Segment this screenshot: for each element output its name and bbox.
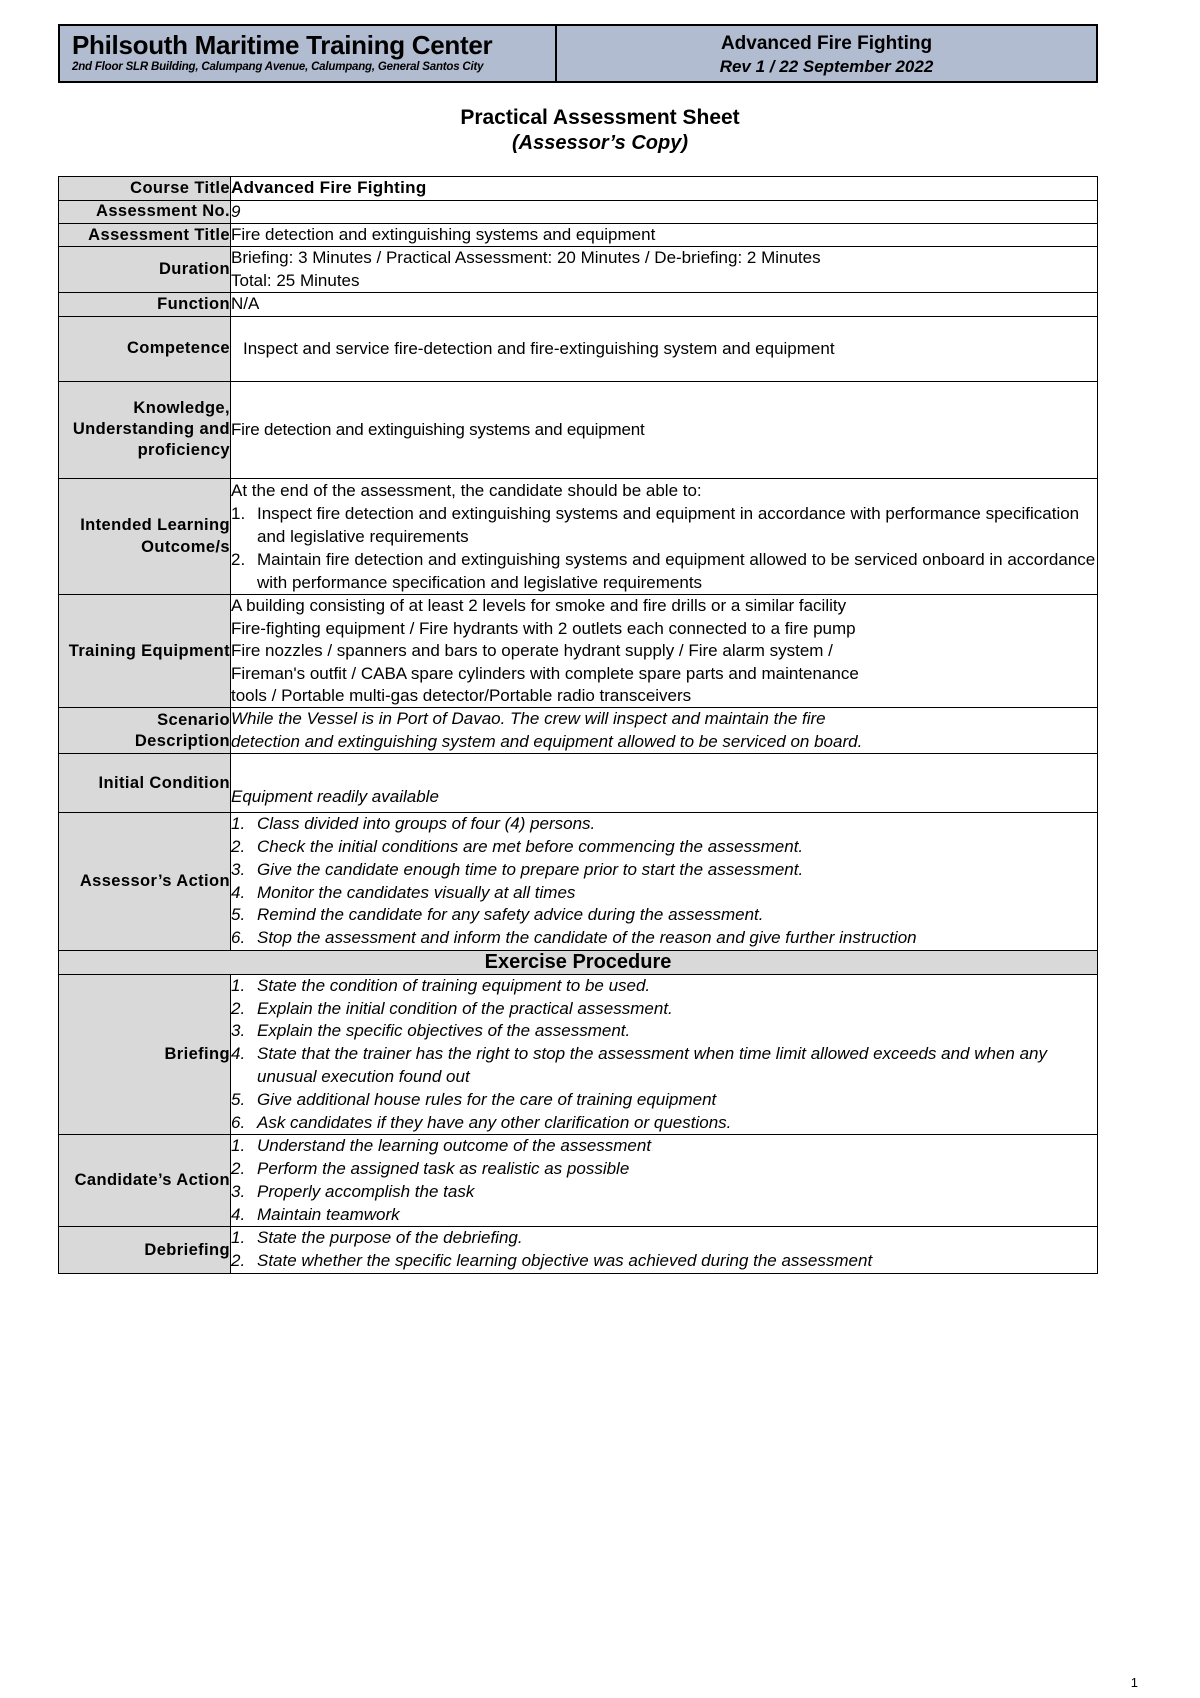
letterhead-course-block <box>557 26 1096 81</box>
list-item <box>231 1158 1097 1181</box>
label-initial-condition: Initial Condition <box>59 754 231 813</box>
assessor-item-text-5: Remind the candidate for any safety advice during the assessment. <box>257 905 764 925</box>
value-intended-learning-outcomes <box>231 478 1098 595</box>
document-title-block <box>58 105 1142 156</box>
assessor-item-number-6: 6. <box>231 928 246 948</box>
list-item <box>231 1020 1097 1043</box>
value-knowledge-understanding-proficiency: Fire detection and extinguishing systems and equipment <box>231 381 1098 478</box>
table-row-assessors-action <box>59 813 1098 951</box>
assessor-item-text-1: Class divided into groups of four (4) persons. <box>257 814 596 834</box>
value-assessors-action <box>231 813 1098 951</box>
training-equipment-line-2: Fire-fighting equipment / Fire hydrants with 2 outlets each connected to a fire pump <box>231 618 856 638</box>
list-item <box>231 859 1097 882</box>
candidate-item-number-2: 2. <box>231 1159 246 1179</box>
organization-address: 2nd Floor SLR Building, Calumpang Avenue, Calumpang, General Santos City <box>72 61 484 74</box>
briefing-item-number-4: 4. <box>231 1044 246 1064</box>
table-row-assessment-title <box>59 224 1098 247</box>
list-item <box>231 1089 1097 1112</box>
list-item <box>231 1112 1097 1135</box>
list-item <box>231 1204 1097 1227</box>
value-debriefing <box>231 1227 1098 1274</box>
ilo-item-text-2: Maintain fire detection and extinguishing systems and equipment allowed to be serviced onboard in accordance with performance specification and legislative requirements <box>257 549 1096 592</box>
debriefing-item-number-2: 2. <box>231 1251 246 1271</box>
list-item <box>231 927 1097 950</box>
duration-line-1: Briefing: 3 Minutes / Practical Assessment: 20 Minutes / De-briefing: 2 Minutes <box>231 248 821 268</box>
briefing-item-number-3: 3. <box>231 1021 246 1041</box>
debriefing-item-text-2: State whether the specific learning objective was achieved during the assessment <box>257 1251 873 1271</box>
label-duration: Duration <box>59 247 231 293</box>
table-row-duration <box>59 247 1098 293</box>
duration-line-2: Total: 25 Minutes <box>231 270 360 290</box>
table-row-function <box>59 293 1098 316</box>
list-item <box>231 1250 1097 1273</box>
table-row-briefing <box>59 974 1098 1134</box>
label-assessment-title: Assessment Title <box>59 224 231 247</box>
list-item <box>231 1227 1097 1250</box>
briefing-list <box>231 975 1097 1134</box>
briefing-item-number-1: 1. <box>231 975 246 995</box>
section-header-exercise-procedure: Exercise Procedure <box>59 950 1098 974</box>
training-equipment-line-1: A building consisting of at least 2 levels for smoke and fire drills or a similar facility <box>231 596 847 616</box>
briefing-item-number-6: 6. <box>231 1112 246 1132</box>
assessors-action-list <box>231 813 1097 950</box>
candidate-item-number-4: 4. <box>231 1204 246 1224</box>
ilo-intro: At the end of the assessment, the candidate should be able to: <box>231 480 702 500</box>
ilo-item-text-1: Inspect fire detection and extinguishing systems and equipment in accordance with performance specification and legislative requirements <box>257 504 1080 546</box>
briefing-item-number-2: 2. <box>231 998 246 1018</box>
ilo-item-number-1: 1. <box>231 504 246 524</box>
candidate-item-text-2: Perform the assigned task as realistic as possible <box>257 1159 630 1179</box>
assessor-item-text-4: Monitor the candidates visually at all times <box>257 882 576 902</box>
assessor-item-number-2: 2. <box>231 837 246 857</box>
value-competence: Inspect and service fire-detection and fire-extinguishing system and equipment <box>231 316 1098 381</box>
label-intended-learning-outcomes: Intended Learning Outcome/s <box>59 478 231 595</box>
list-item <box>231 1181 1097 1204</box>
organization-name: Philsouth Maritime Training Center <box>72 30 493 60</box>
label-knowledge-understanding-proficiency: Knowledge, Understanding and proficiency <box>59 381 231 478</box>
briefing-item-text-2: Explain the initial condition of the practical assessment. <box>257 998 673 1018</box>
assessor-item-text-6: Stop the assessment and inform the candidate of the reason and give further instruction <box>257 928 917 948</box>
value-course-title: Advanced Fire Fighting <box>231 177 1098 200</box>
list-item <box>231 836 1097 859</box>
list-item <box>231 503 1097 549</box>
assessor-item-number-3: 3. <box>231 859 246 879</box>
debriefing-item-text-1: State the purpose of the debriefing. <box>257 1228 523 1248</box>
briefing-item-text-4: State that the trainer has the right to stop the assessment when time limit allowed exceeds and when any unusual execution found out <box>257 1044 1047 1086</box>
list-item <box>231 813 1097 836</box>
value-assessment-no: 9 <box>231 200 1098 223</box>
label-candidates-action: Candidate’s Action <box>59 1135 231 1227</box>
list-item <box>231 549 1097 595</box>
list-item <box>231 904 1097 927</box>
table-row-candidates-action <box>59 1135 1098 1227</box>
candidate-item-text-3: Properly accomplish the task <box>257 1181 475 1201</box>
list-item <box>231 1043 1097 1089</box>
debriefing-item-number-1: 1. <box>231 1228 246 1248</box>
briefing-item-number-5: 5. <box>231 1089 246 1109</box>
value-candidates-action <box>231 1135 1098 1227</box>
briefing-item-text-6: Ask candidates if they have any other clarification or questions. <box>257 1112 732 1132</box>
table-row-debriefing <box>59 1227 1098 1274</box>
label-course-title: Course Title <box>59 177 231 200</box>
briefing-item-text-1: State the condition of training equipment to be used. <box>257 975 651 995</box>
ilo-list <box>231 503 1097 594</box>
label-assessors-action: Assessor’s Action <box>59 813 231 951</box>
ilo-item-number-2: 2. <box>231 549 246 569</box>
list-item <box>231 1135 1097 1158</box>
value-duration <box>231 247 1098 293</box>
candidate-item-number-1: 1. <box>231 1136 246 1156</box>
value-initial-condition: Equipment readily available <box>231 754 1098 813</box>
value-training-equipment <box>231 595 1098 708</box>
training-equipment-line-3: Fire nozzles / spanners and bars to operate hydrant supply / Fire alarm system / <box>231 641 833 661</box>
label-debriefing: Debriefing <box>59 1227 231 1274</box>
table-row-course-title <box>59 177 1098 200</box>
table-row-intended-learning-outcomes <box>59 478 1098 595</box>
page-number: 1 <box>1130 1675 1138 1690</box>
assessor-item-number-5: 5. <box>231 905 246 925</box>
value-assessment-title: Fire detection and extinguishing systems and equipment <box>231 224 1098 247</box>
assessor-item-number-4: 4. <box>231 882 246 902</box>
list-item <box>231 998 1097 1021</box>
assessor-item-text-3: Give the candidate enough time to prepare prior to start the assessment. <box>257 859 804 879</box>
table-row-competence <box>59 316 1098 381</box>
table-row-exercise-procedure-header <box>59 950 1098 974</box>
list-item <box>231 882 1097 905</box>
scenario-line-2: detection and extinguishing system and equipment allowed to be serviced on board. <box>231 731 863 751</box>
briefing-item-text-3: Explain the specific objectives of the assessment. <box>257 1021 631 1041</box>
label-assessment-no: Assessment No. <box>59 200 231 223</box>
value-briefing <box>231 974 1098 1134</box>
letterhead-header <box>58 24 1098 83</box>
assessor-item-number-1: 1. <box>231 814 246 834</box>
list-item <box>231 975 1097 998</box>
candidate-item-text-1: Understand the learning outcome of the assessment <box>257 1136 652 1156</box>
training-equipment-line-5: tools / Portable multi-gas detector/Portable radio transceivers <box>231 686 692 706</box>
label-competence: Competence <box>59 316 231 381</box>
table-row-scenario-description <box>59 708 1098 754</box>
page-subtitle: (Assessor’s Copy) <box>512 132 688 155</box>
table-row-training-equipment <box>59 595 1098 708</box>
table-row-initial-condition <box>59 754 1098 813</box>
revision-info: Rev 1 / 22 September 2022 <box>719 56 934 76</box>
value-scenario-description <box>231 708 1098 754</box>
candidates-action-list <box>231 1135 1097 1226</box>
label-scenario-description: Scenario Description <box>59 708 231 754</box>
assessment-sheet-table <box>58 176 1098 1274</box>
course-name: Advanced Fire Fighting <box>720 33 933 54</box>
debriefing-list <box>231 1227 1097 1273</box>
value-function: N/A <box>231 293 1098 316</box>
candidate-item-text-4: Maintain teamwork <box>257 1204 400 1224</box>
candidate-item-number-3: 3. <box>231 1181 246 1201</box>
table-row-kup <box>59 381 1098 478</box>
assessor-item-text-2: Check the initial conditions are met before commencing the assessment. <box>257 837 804 857</box>
training-equipment-line-4: Fireman's outfit / CABA spare cylinders with complete spare parts and maintenance <box>231 663 859 683</box>
letterhead-organization-block <box>60 26 557 81</box>
scenario-line-1: While the Vessel is in Port of Davao. The crew will inspect and maintain the fire <box>231 709 826 729</box>
label-training-equipment: Training Equipment <box>59 595 231 708</box>
table-row-assessment-no <box>59 200 1098 223</box>
label-function: Function <box>59 293 231 316</box>
label-briefing: Briefing <box>59 974 231 1134</box>
page-title: Practical Assessment Sheet <box>460 105 740 129</box>
briefing-item-text-5: Give additional house rules for the care of training equipment <box>257 1089 717 1109</box>
